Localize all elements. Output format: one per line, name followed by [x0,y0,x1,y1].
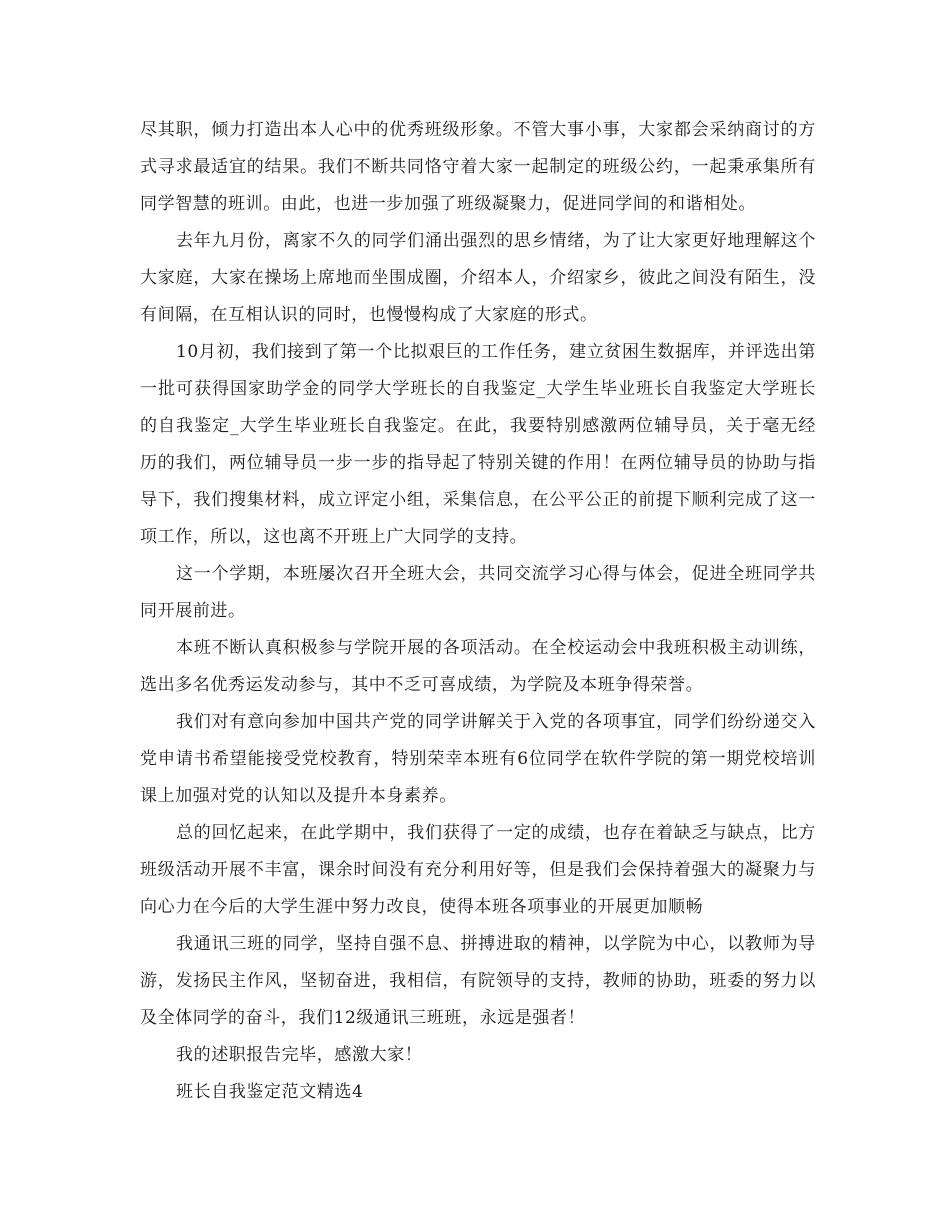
paragraph-class-spirit: 我通讯三班的同学，坚持自强不息、拼搏进取的精神，以学院为中心，以教师为导游，发扬民主作风，坚韧奋进，我相信，有院领导的支持，教师的协助，班委的努力以及全体同学的奋斗，我们12级通讯三班班，永远是强者！ [140,934,816,1028]
document-body [140,112,816,1111]
paragraph-closing: 我的述职报告完毕，感激大家！ [176,1045,423,1065]
paragraph-review: 总的回忆起来，在此学期中，我们获得了一定的成绩，也存在着缺乏与缺点，比方班级活动开展不丰富，课余时间没有充分利用好等，但是我们会保持着强大的凝聚力与向心力在今后的大学生涯中努力改良，使得本班各项事业的开展更加顺畅 [140,823,816,917]
paragraph-continuation: 尽其职，倾力打造出本人心中的优秀班级形象。不管大事小事，大家都会采纳商讨的方式寻求最适宜的结果。我们不断共同恪守着大家一起制定的班级公约，一起秉承集所有同学智慧的班训。由此，也进一步加强了班级凝聚力，促进同学间的和谐相处。 [140,120,816,214]
paragraph-activities: 本班不断认真积极参与学院开展的各项活动。在全校运动会中我班积极主动训练，选出多名优秀运发动参与，其中不乏可喜成绩，为学院及本班争得荣誉。 [140,638,816,695]
paragraph-party: 我们对有意向参加中国共产党的同学讲解关于入党的各项事宜，同学们纷纷递交入党申请书希望能接受党校教育，特别荣幸本班有6位同学在软件学院的第一期党校培训课上加强对党的认知以及提升本身素养。 [140,712,816,806]
section-heading: 班长自我鉴定范文精选4 [176,1082,364,1102]
paragraph-september: 去年九月份，离家不久的同学们涌出强烈的思乡情绪，为了让大家更好地理解这个大家庭，大家在操场上席地而坐围成圈，介绍本人，介绍家乡，彼此之间没有陌生，没有间隔，在互相认识的同时，也慢慢构成了大家庭的形式。 [140,231,816,325]
paragraph-october: 10月初，我们接到了第一个比拟艰巨的工作任务，建立贫困生数据库，并评选出第一批可获得国家助学金的同学大学班长的自我鉴定_大学生毕业班长自我鉴定大学班长的自我鉴定_大学生毕业班长自我鉴定。在此，我要特别感激两位辅导员，关于毫无经历的我们，两位辅导员一步一步的指导起了特别关键的作用！在两位辅导员的协助与指导下，我们搜集材料，成立评定小组，采集信息，在公平公正的前提下顺利完成了这一项工作，所以，这也离不开班上广大同学的支持。 [140,342,816,547]
paragraph-semester-meetings: 这一个学期，本班屡次召开全班大会，共同交流学习心得与体会，促进全班同学共同开展前进。 [140,564,816,621]
